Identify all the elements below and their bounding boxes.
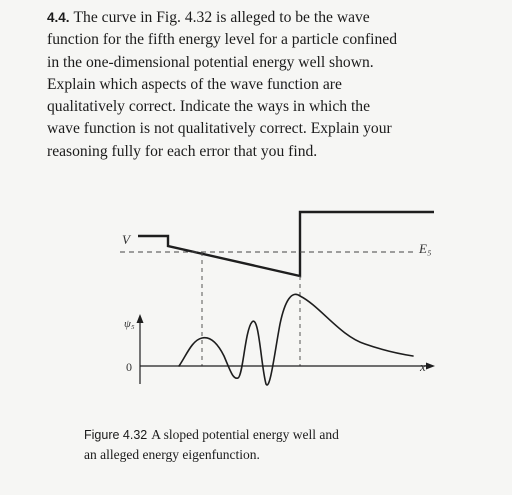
caption-line-1: Figure 4.32 A sloped potential energy well and <box>84 427 339 442</box>
potential-curve <box>138 212 434 276</box>
wavefunction-label: ψ₅ <box>124 318 135 330</box>
problem-line-5: qualitatively correct. Indicate the ways in which the <box>47 98 371 116</box>
x-axis-label: x <box>420 359 426 374</box>
problem-line-4: Explain which aspects of the wave function are <box>47 75 342 93</box>
psi-axis-arrow <box>137 314 144 323</box>
problem-line-6: wave function is not qualitatively correct. Explain your <box>47 120 392 138</box>
problem-line-1: 4.4. The curve in Fig. 4.32 is alleged to be the wave <box>47 9 370 26</box>
problem-line-3: in the one-dimensional potential energy well shown. <box>47 53 374 71</box>
figure-caption <box>84 425 464 465</box>
problem-line-2: function for the fifth energy level for a particle confined <box>47 31 397 49</box>
problem-number: 4.4. <box>47 10 70 25</box>
x-axis-arrow <box>426 363 435 370</box>
wavefunction-curve <box>179 294 413 385</box>
origin-label: 0 <box>126 360 132 374</box>
problem-line-7: reasoning fully for each error that you find. <box>47 142 318 160</box>
energy-label: E₅ <box>419 241 432 256</box>
figure-number: Figure 4.32 <box>84 428 148 442</box>
potential-label: V <box>122 232 130 247</box>
caption-line-2: an alleged energy eigenfunction. <box>84 447 260 462</box>
